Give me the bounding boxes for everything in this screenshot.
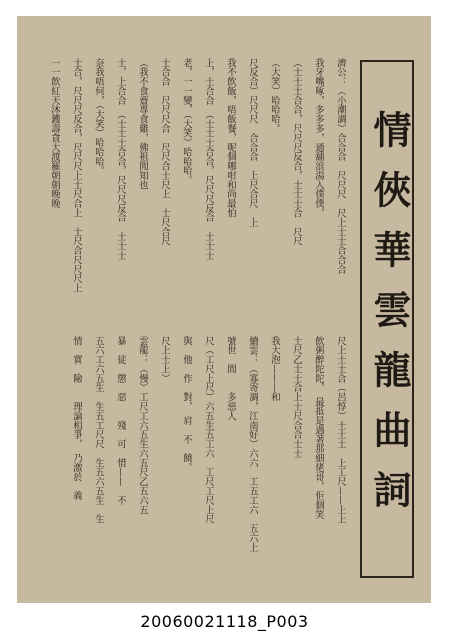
lower-column: 我大泡———和 [269,336,280,402]
upper-column: 一一飲紅天沐鑊壽貪大渡羅朝朝晚晚 [49,58,60,209]
lower-column: 士尺乙士士合上士尺合合士士 [291,336,302,459]
lower-column: 尺（工尺上尺）六五生五工六 工尺工尺上尺 [203,336,214,524]
lower-column: 與 他 作 對， 肩 不 饒。 [181,336,192,473]
upper-column: （士士士合合，尺尺尺反合，士士士合 尺尺 [291,58,302,246]
upper-column: 濟公：（小潮調）合合合 尺尺尺 尺上士士合合合 [335,58,346,274]
upper-column: 尺反合）尺尺尺 合合合 上尺合尺 上 [247,58,258,228]
lower-column: 五六工六五生 生五工尺尺 生五六五生 生 [93,336,104,524]
page-title: 情俠華雲龍曲詞 [367,110,412,530]
upper-column: 我牙嘴啄，多多多，通舖浪湯入僕僕， [313,58,324,218]
lower-column: 續雲：（寡寄調，江南好）六六 工五工六 五六上 [247,336,258,552]
upper-column: 士，上合合 （士士士合合，尺尺尺反合 士士士 [115,58,126,260]
upper-column: （我不食齋專食雞，佛祖閒知也 [137,58,148,190]
title-box [360,60,414,578]
upper-column: （大笑）哈哈哈。 [269,58,280,134]
lower-column: 尺上士士合（呂惇）士士士 上工尺——上上 [335,336,346,524]
lower-column: 號世 間 多惡人 [225,336,236,421]
lower-column: 飲粥醉陀陀， 最抵是遇著那細佬哥，佢個笑 [313,336,324,520]
lower-column: 暴 徒 懲 惡 殘 可 惜—— 不 [115,336,126,505]
upper-column: 上，士合合 （士士士合合，尺尺尺反合 士士士 [203,58,214,260]
image-caption: 20060021118_P003 [140,612,309,631]
lower-column: 雲龍：（慢）工尺工六五生六五尺乙五六五 [137,336,148,515]
scanned-page [17,16,431,603]
upper-column: 老，一一變，（大笑）哈哈哈。 [181,58,192,185]
lower-column: 尺上士上） [159,336,170,383]
upper-column: 士合合 尺尺尺合 尺尺合士尺上 士尺合尺 [159,58,170,246]
upper-column: 我不飲飯，唔飯餐，呢個哪咁和尚最怕 [225,58,236,218]
upper-column: 奈我唔何，（大笑）哈哈哈。 [93,58,104,176]
upper-column: 士合，尺尺尺反合，尺尺尺上士尺合上 士尺合尺尺尺上 [71,58,82,293]
lower-column: 情 實 險 理論相爭， 乃激於 義 [71,336,82,501]
